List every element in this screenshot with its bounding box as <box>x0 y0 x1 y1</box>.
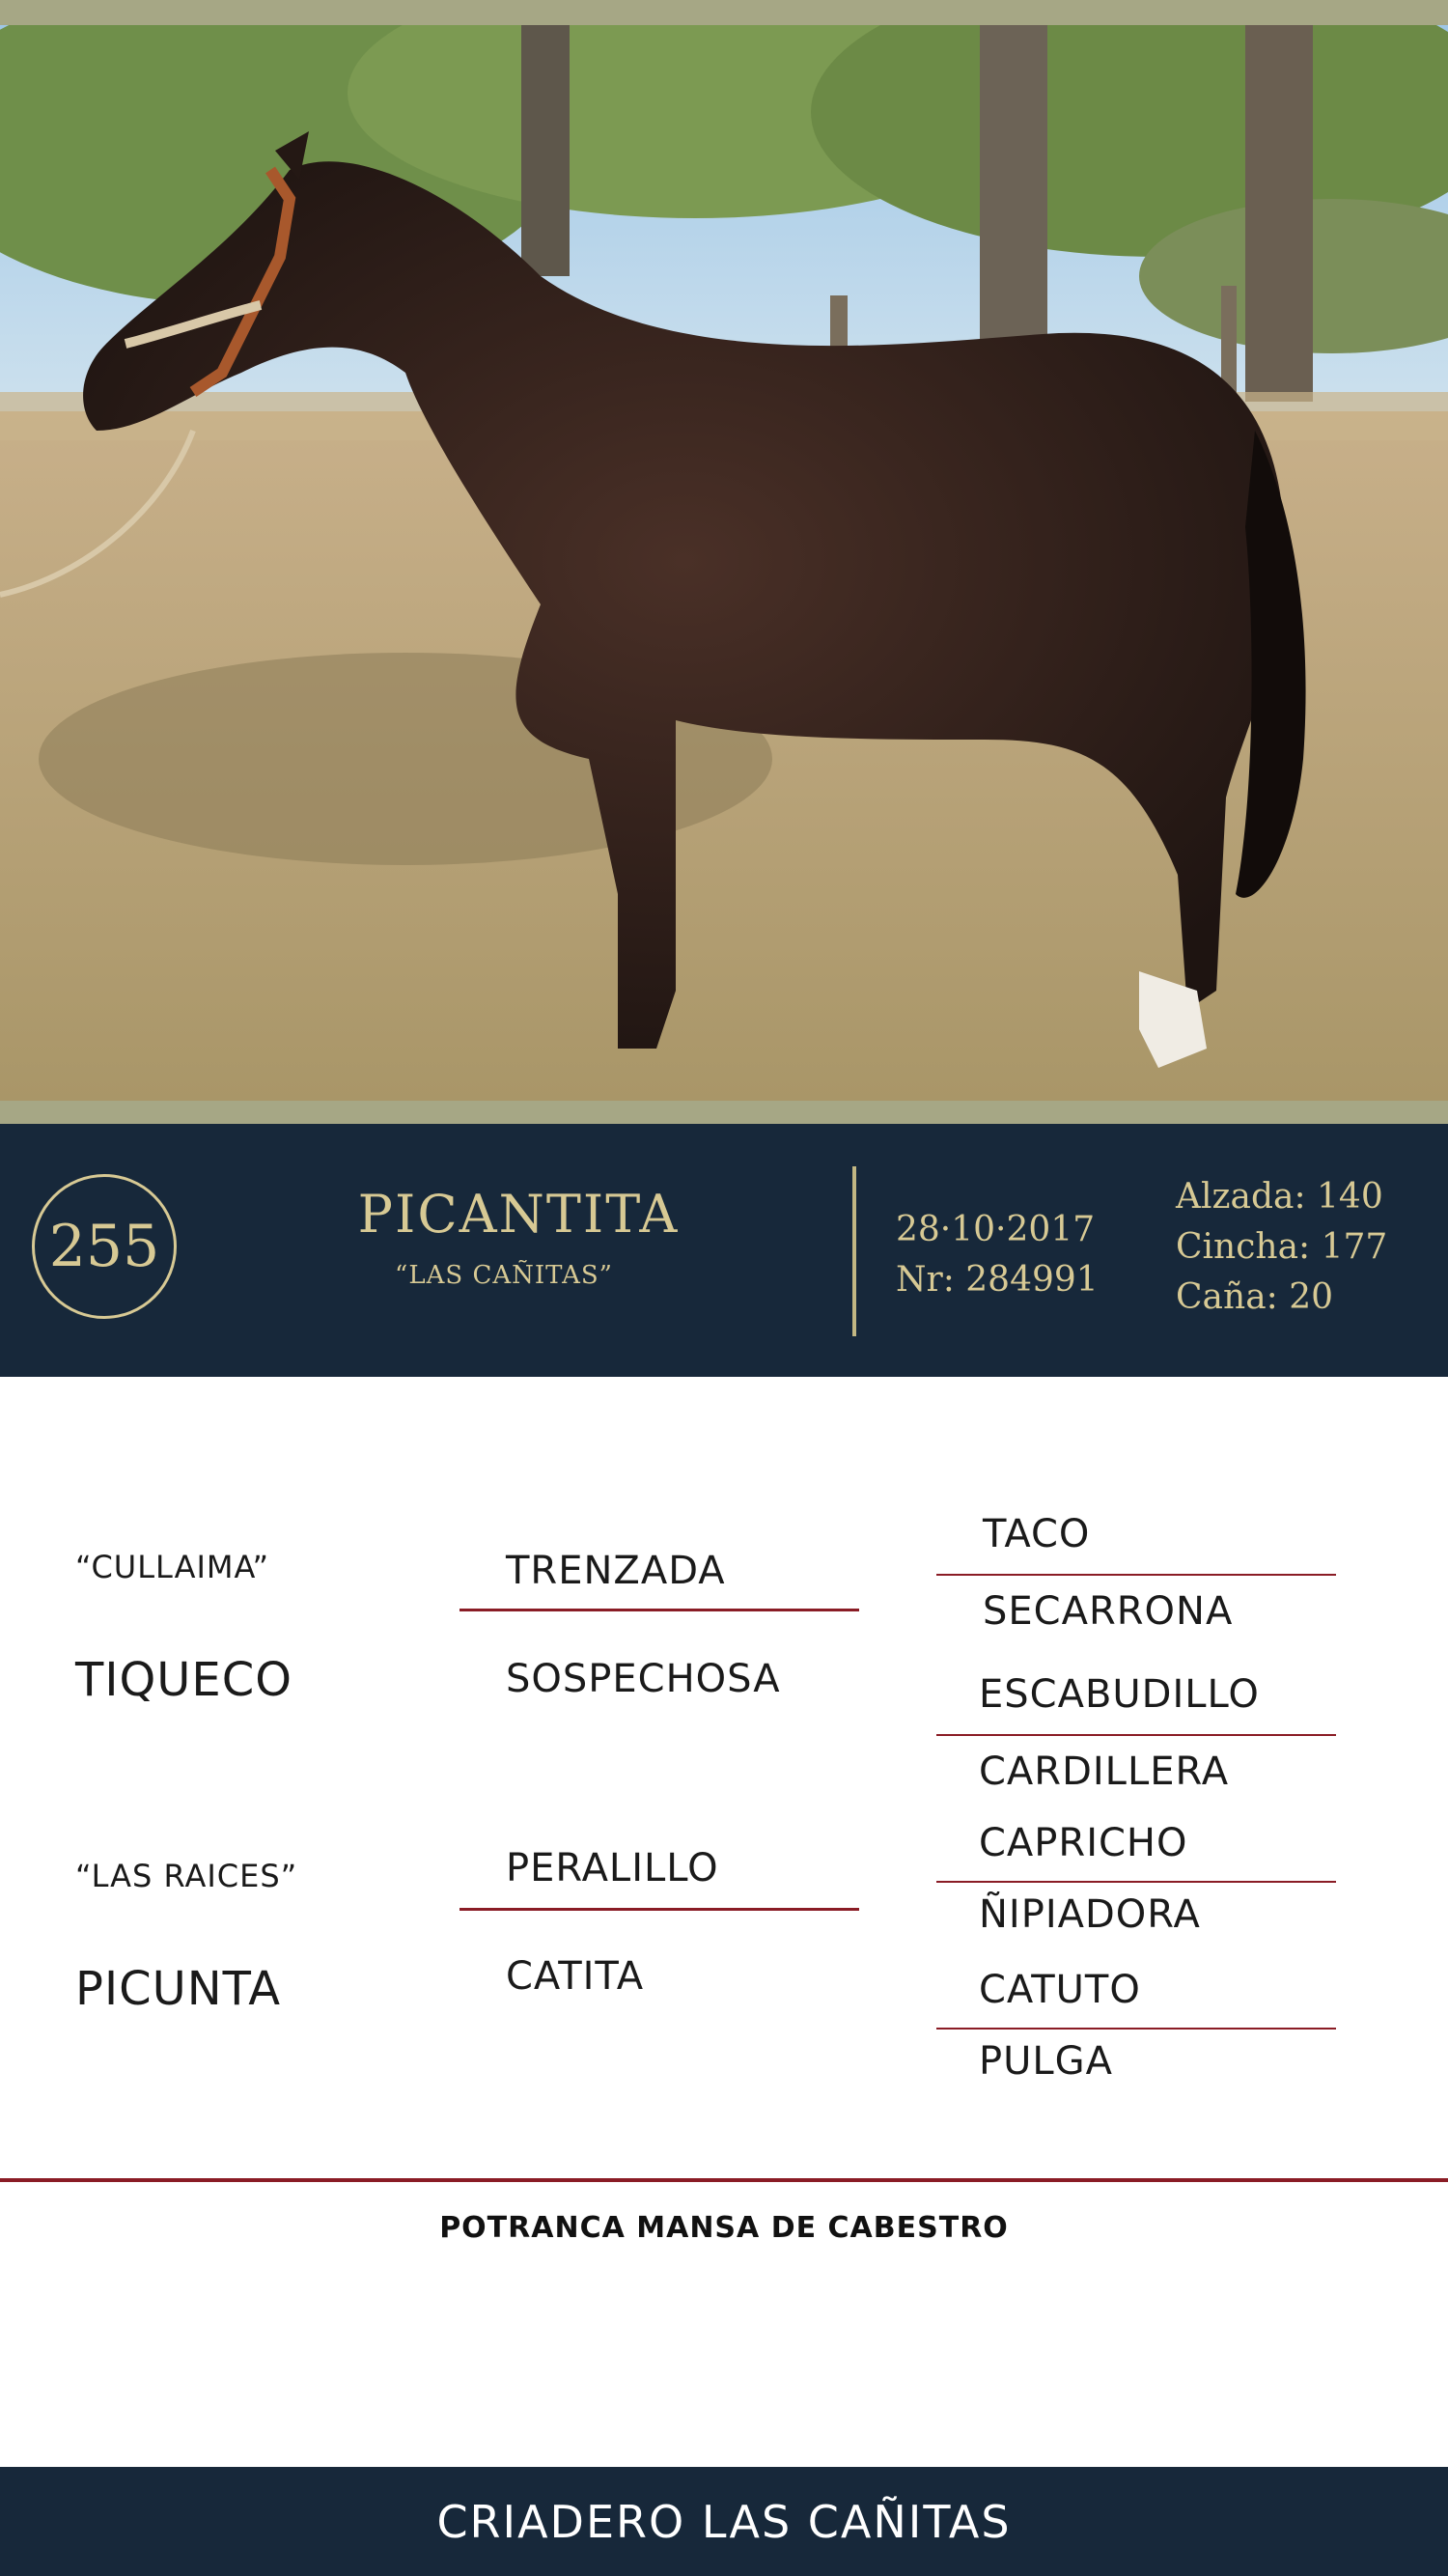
ggp-1: TACO <box>983 1512 1091 1556</box>
measure-cana: Caña: 20 <box>1176 1277 1334 1317</box>
measure-cincha: Cincha: 177 <box>1176 1227 1388 1267</box>
lot-number: 255 <box>48 1213 160 1280</box>
pedigree-section <box>0 1377 1448 2178</box>
footer-title: CRIADERO LAS CAÑITAS <box>436 2495 1012 2548</box>
info-divider <box>852 1166 856 1336</box>
measures-info <box>1176 1172 1387 1323</box>
horse-photo <box>0 25 1448 1101</box>
ggp-3: ESCABUDILLO <box>979 1672 1260 1717</box>
horse-breeder: “LAS CAÑITAS” <box>395 1261 613 1290</box>
sire-sire-name: TRENZADA <box>506 1549 726 1593</box>
info-bar <box>0 1124 1448 1377</box>
ggp-divider-3 <box>936 1881 1336 1883</box>
dam-divider <box>459 1908 859 1911</box>
dam-breeder: “LAS RAICES” <box>75 1858 298 1894</box>
birth-date: 28·10·2017 <box>896 1210 1096 1249</box>
footer <box>0 2467 1448 2576</box>
ggp-divider-4 <box>936 2028 1336 2030</box>
dam-dam-name: CATITA <box>506 1954 645 1999</box>
top-band <box>0 0 1448 25</box>
dam-name: PICUNTA <box>75 1962 282 2016</box>
sire-dam-name: SOSPECHOSA <box>506 1657 781 1701</box>
horse-name: PICANTITA <box>357 1184 680 1245</box>
registry-number: Nr: 284991 <box>896 1260 1099 1300</box>
sire-name: TIQUECO <box>75 1653 293 1707</box>
ggp-8: PULGA <box>979 2039 1114 2084</box>
lot-number-badge <box>32 1174 177 1319</box>
ggp-7: CATUTO <box>979 1968 1141 2012</box>
dam-sire-name: PERALILLO <box>506 1846 719 1890</box>
registry-info <box>896 1205 1099 1305</box>
ggp-5: CAPRICHO <box>979 1821 1188 1865</box>
ggp-divider-2 <box>936 1734 1336 1736</box>
sale-note: POTRANCA MANSA DE CABESTRO <box>439 2211 1009 2245</box>
ggp-6: ÑIPIADORA <box>979 1892 1201 1937</box>
sire-divider <box>459 1609 859 1611</box>
ggp-4: CARDILLERA <box>979 1750 1230 1794</box>
section-divider <box>0 2178 1448 2182</box>
sire-breeder: “CULLAIMA” <box>75 1549 270 1585</box>
measure-alzada: Alzada: 140 <box>1176 1177 1383 1217</box>
ggp-divider-1 <box>936 1574 1336 1576</box>
ggp-2: SECARRONA <box>983 1589 1234 1634</box>
photo-band <box>0 1101 1448 1124</box>
